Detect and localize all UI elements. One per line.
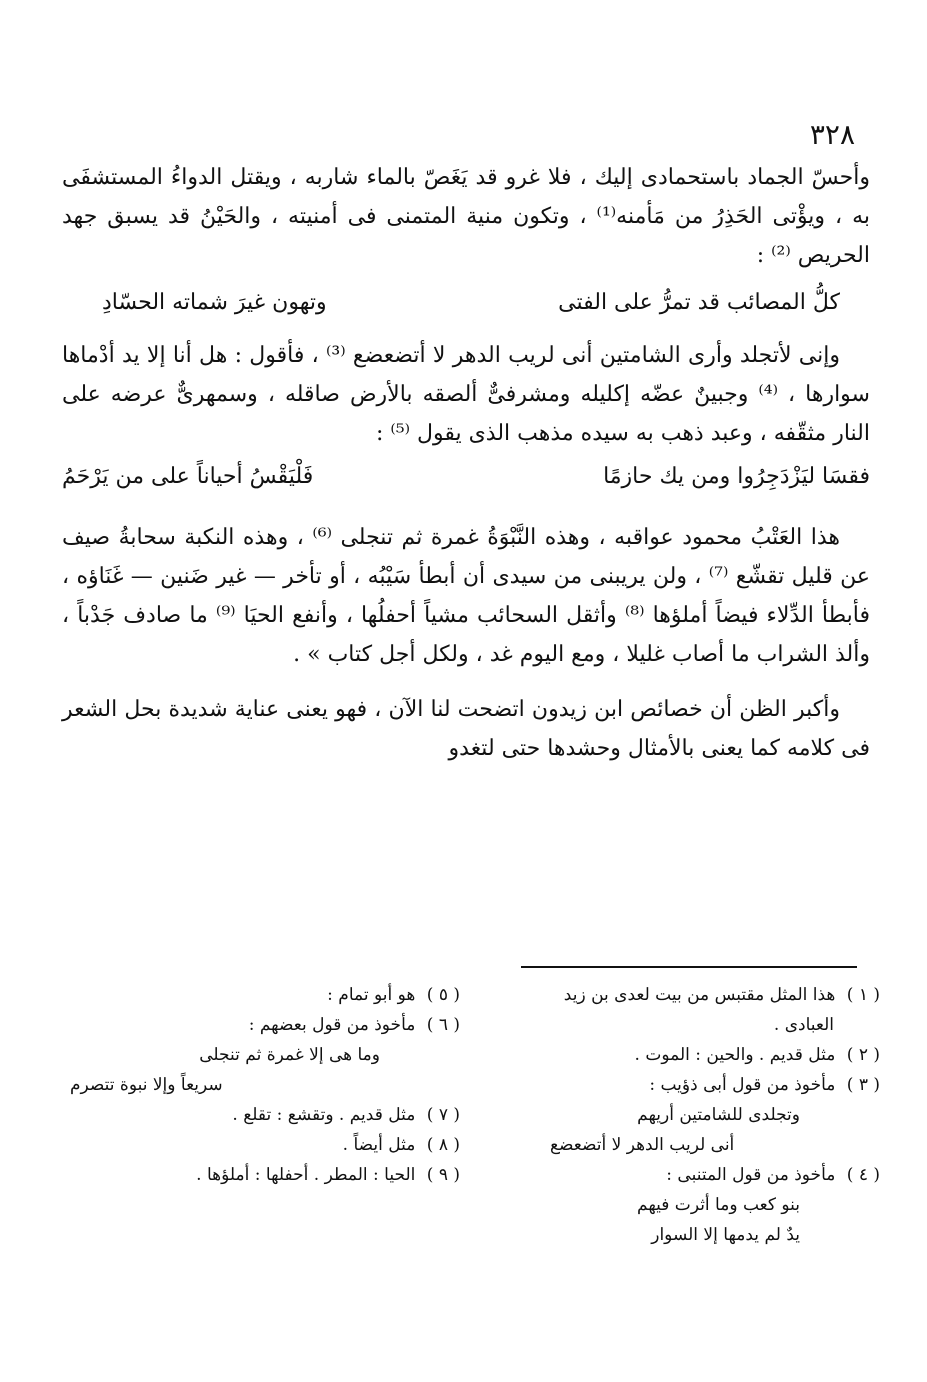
footnote-6 <box>60 1010 460 1040</box>
footnote-8-text: مثل أيضاً . <box>342 1135 416 1155</box>
footnote-6-verse-a: وما هى إلا غمرة ثم تنجلى <box>199 1045 380 1065</box>
footnote-3 <box>540 1070 880 1100</box>
verse-1-second-hemistich: وتهون غيرَ شماته الحسّادِ <box>102 290 327 315</box>
footnote-1-continuation: العبادى . <box>773 1015 834 1035</box>
main-text <box>62 158 870 768</box>
footnote-4-number: ( ٤ ) <box>846 1165 880 1185</box>
footnote-5 <box>60 980 460 1010</box>
footnote-4-verse-a: بنو كعب وما أثرت فيهم <box>637 1195 800 1215</box>
verse-2-second-hemistich: فَلْيَقْسُ أحياناً على من يَرْحَمُ <box>62 464 314 489</box>
footnote-5-number: ( ٥ ) <box>426 985 460 1005</box>
footnote-6-verse-b: سريعاً وإلا نبوة تتصرم <box>70 1075 223 1095</box>
footnote-1 <box>540 980 880 1010</box>
footnote-4-verse-b: يدٌ لم يدمها إلا السوار <box>651 1225 800 1245</box>
footnote-3-number: ( ٣ ) <box>846 1075 880 1095</box>
footnote-separator <box>521 966 857 968</box>
footnote-4 <box>540 1160 880 1190</box>
footnote-5-text: هو أبو تمام : <box>327 985 416 1005</box>
footnote-9-text: الحيا : المطر . أحفلها : أملؤها . <box>196 1165 416 1185</box>
footnote-8 <box>60 1130 460 1160</box>
footnote-7 <box>60 1100 460 1130</box>
footnote-4-text: مأخوذ من قول المتنبى : <box>666 1165 836 1185</box>
paragraph-3: هذا العَتْبُ محمود عواقبه ، وهذه النَّبْوَةُ غمرة ثم تنجلى ⁽⁶⁾ ، وهذه النكبة سحابةُ صيف عن قليل تقشّع ⁽⁷⁾ ، ولن يريبنى من سيدى أن أبطأ سَيْبُه ، أو تأخر — غير ضَنين — غَنَاؤه ، فأبطأ الدِّلاء فيضاً أملؤها ⁽⁸⁾ وأثقل السحائب مشياً أحفلُها ، وأنفع الحيَا ⁽⁹⁾ ما صادف جَدْباً ، وألذ الشراب ما أصاب غليلا ، ومع اليوم غد ، ولكل أجل كتاب » . <box>62 525 870 667</box>
footnote-3-verse-a: وتجلدى للشامتين أريهم <box>637 1105 800 1125</box>
footnote-2-text: مثل قديم . والحين : الموت . <box>634 1045 836 1065</box>
page-number: ٣٢٨ <box>809 118 855 151</box>
footnote-7-number: ( ٧ ) <box>426 1105 460 1125</box>
footnote-8-number: ( ٨ ) <box>426 1135 460 1155</box>
footnotes-left-column <box>60 980 460 1250</box>
paragraph-2: وإنى لأتجلد وأرى الشامتين أنى لريب الدهر لا أتضعضع ⁽³⁾ ، فأقول : هل أنا إلا يد أدْماها سوارها ، ⁽⁴⁾ وجبينٌ عضّه إكليله ومشرفىٌّ ألصقه بالأرض صاقله ، وسمهرىٌّ عرضه على النار مثقّفه ، وعبد ذهب به سيده مذهب الذى يقول ⁽⁵⁾ : <box>62 343 870 446</box>
footnote-9 <box>60 1160 460 1190</box>
footnote-2 <box>540 1040 880 1070</box>
footnote-7-text: مثل قديم . وتقشع : تقلع . <box>232 1105 416 1125</box>
footnotes <box>60 980 880 1250</box>
footnote-6-text: مأخوذ من قول بعضهم : <box>248 1015 416 1035</box>
footnote-9-number: ( ٩ ) <box>426 1165 460 1185</box>
verse-1-first-hemistich: كلُّ المصائب قد تمرُّ على الفتى <box>558 290 840 315</box>
verse-2-first-hemistich: فقسَا ليَزْدَجِرُوا ومن يك حازمًا <box>603 464 870 489</box>
footnote-2-number: ( ٢ ) <box>846 1045 880 1065</box>
footnote-1-text: هذا المثل مقتبس من بيت لعدى بن زيد <box>563 985 836 1005</box>
footnote-3-verse-b: أنى لريب الدهر لا أتضعضع <box>550 1135 735 1155</box>
footnotes-right-column <box>540 980 880 1250</box>
verse-line-2 <box>62 457 870 496</box>
footnote-3-text: مأخوذ من قول أبى ذؤيب : <box>649 1075 836 1095</box>
paragraph-4: وأكبر الظن أن خصائص ابن زيدون اتضحت لنا الآن ، فهو يعنى عناية شديدة بحل الشعر فى كلامه كما يعنى بالأمثال وحشدها حتى لتغدو <box>62 697 870 761</box>
paragraph-1: وأحسّ الجماد باستحمادى إليك ، فلا غرو قد يَغَصّ بالماء شاربه ، ويقتل الدواءُ المستشفَى به ، ويؤْتى الحَذِرُ من مَأمنه⁽¹⁾ ، وتكون منية المتمنى فى أمنيته ، والحَيْنُ قد يسبق جهد الحريص ⁽²⁾ : <box>62 165 871 268</box>
verse-line-1 <box>62 283 870 322</box>
footnote-1-number: ( ١ ) <box>846 985 880 1005</box>
footnote-6-number: ( ٦ ) <box>426 1015 460 1035</box>
